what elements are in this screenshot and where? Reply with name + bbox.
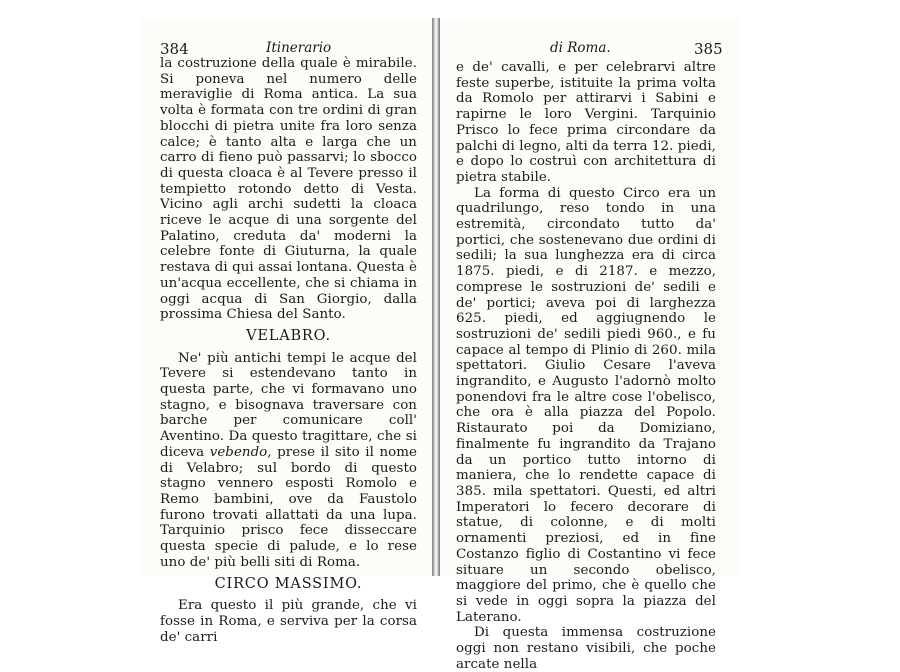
- section-heading-velabro: VELABRO.: [246, 327, 331, 344]
- page-number-right: 385: [694, 40, 723, 58]
- italic-word-vebendo: vebendo: [209, 444, 268, 460]
- paragraph-circo-form: La forma di questo Circo era un quadrilungo, reso tondo in una estremità, circondato tutto da' portici, che sostenevano due ordini di sedili; la sua lunghezza era di circa 1875. piedi, e di 2187. e mezzo, comprese le sostruzioni de' sedili e de' portici; aveva poi di larghezza 625. piedi, ed aggiugnendo le sostruzioni de' sedili piedi 960., e fu capace al tempo di Plinio di 260. mila spettatori. Giulio Cesare l'aveva ingrandito, e Augusto l'adornò molto ponendovi fra le altre cose l'obelisco, che ora è alla piazza del Popolo. Ristaurato poi da Domiziano, finalmente fu ingrandito da Trajano da un portico tutto intorno di maniera, che lo rendette capace di 385. mila spettatori. Questi, ed altri Imperatori lo fecero decorare di statue, di colonne, e di molti ornamenti preziosi, ed in fine Costanzo figlio di Costantino vi fece situare un secondo obelisco, maggiore del primo, che è quello che si vede in oggi sopra la piazza del Laterano.: [456, 185, 716, 625]
- left-page: [140, 18, 432, 645]
- velabro-text-a: Ne' più antichi tempi le acque del Tevere si estendevano tanto in questa parte, che vi formavano uno stagno, e bisognava traversare con barche per comunicare coll' Aventino. Da questo tragittare, che si diceva: [160, 350, 417, 460]
- book-spread: [140, 18, 760, 672]
- right-page-text: [456, 60, 716, 672]
- paragraph-circo-remains: Di questa immensa costruzione oggi non restano visibili, che poche arcate nella: [456, 625, 716, 672]
- velabro-text-b: , prese il sito il nome di Velabro; sul bordo di questo stagno vennero esposti Romolo e Remo bambini, ove da Faustolo furono trovati allattati da una lupa. Tarquinio prisco fece disseccare questa specie di palude, e lo rese uno de' più belli siti di Roma.: [160, 444, 417, 570]
- paragraph-cloaca: la costruzione della quale è mirabile. Si poneva nel numero delle meraviglie di Roma antica. La sua volta è formata con tre ordini di gran blocchi di pietra unite fra loro senza calce; è tanto alta e larga che un carro di fieno può passarvi; lo sbocco di questa cloaca è al Tevere presso il tempietto rotondo detto di Vesta. Vicino agli archi sudetti la cloaca riceve le acque di una sorgente del Palatino, creduta da' moderni la celebre fonte di Giuturna, la quale restava di qui assai lontana. Questa è un'acqua eccellente, che si chiama in oggi acqua di San Giorgio, dalla prossima Chiesa del Santo.: [160, 56, 417, 323]
- running-head-right: di Roma.: [550, 40, 611, 56]
- running-head-left: Itinerario: [266, 40, 332, 56]
- right-page: [440, 18, 740, 672]
- left-page-text: [160, 56, 417, 645]
- paragraph-circo-continued: e de' cavalli, e per celebrarvi altre feste superbe, istituite la prima volta da Romolo per attirarvi i Sabini e rapirne le loro Vergini. Tarquinio Prisco lo fece prima circondare da palchi di legno, alti da terra 12. piedi, e dopo lo costruì con architettura di pietra stabile.: [456, 60, 716, 185]
- book-gutter: [432, 18, 440, 576]
- section-heading-circo-massimo: CIRCO MASSIMO.: [214, 575, 363, 592]
- page-number-left: 384: [160, 40, 189, 58]
- paragraph-velabro: [160, 351, 417, 571]
- paragraph-circo-intro: Era questo il più grande, che vi fosse in Roma, e serviva per la corsa de' carri: [160, 598, 417, 645]
